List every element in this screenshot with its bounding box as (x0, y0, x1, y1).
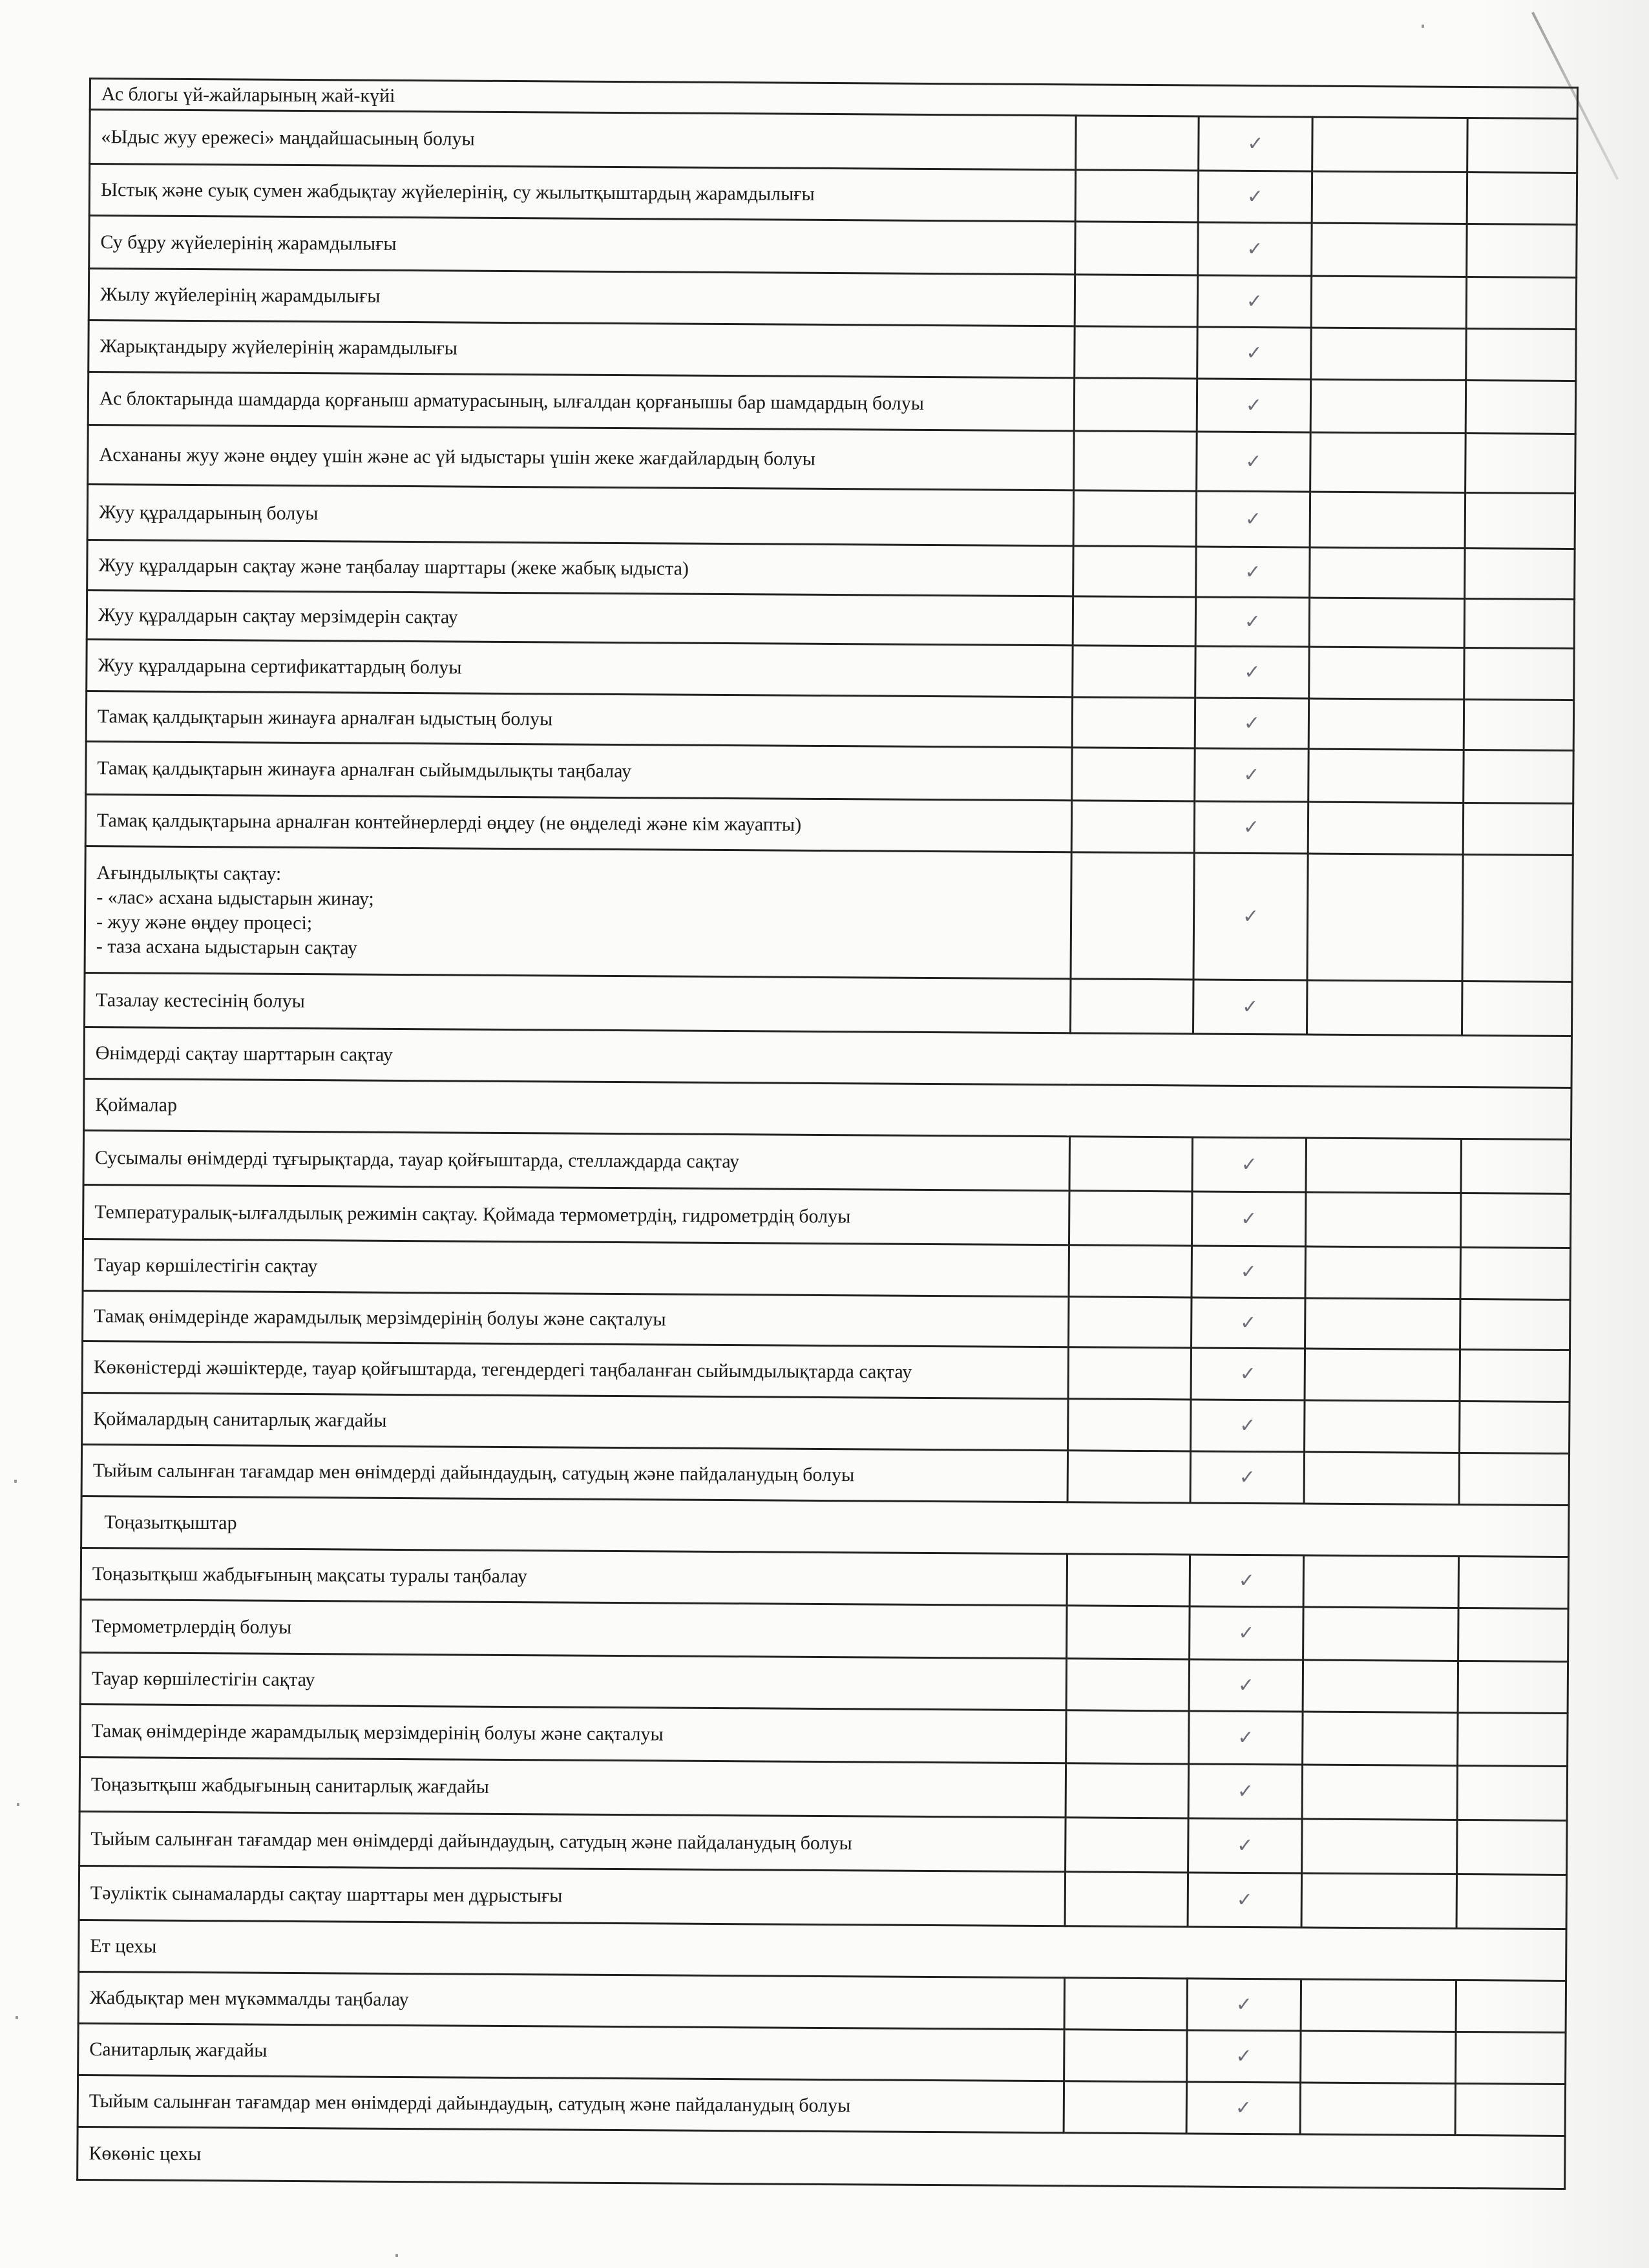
checkmark-cell (1190, 1555, 1303, 1607)
checklist-row (85, 972, 1573, 1036)
handwritten-checkmark-icon: ✓ (1246, 237, 1263, 260)
answer-cell-1 (1073, 646, 1195, 698)
handwritten-checkmark-icon: ✓ (1244, 610, 1261, 633)
answer-cell-4 (1456, 1980, 1566, 2032)
handwritten-checkmark-icon: ✓ (1236, 1888, 1253, 1911)
answer-cell-1 (1067, 1606, 1190, 1659)
criterion-label: Тазалау кестесінің болуы (85, 972, 1071, 1033)
handwritten-checkmark-icon: ✓ (1240, 1260, 1257, 1283)
answer-cell-1 (1073, 546, 1196, 597)
answer-cell-1 (1074, 431, 1197, 491)
answer-cell-1 (1076, 116, 1199, 171)
criterion-label: Көкөністерді жәшіктерде, тауар қойғыштарда, тегендердегі таңбаланған сыйымдылықтарда сақтау (82, 1341, 1068, 1398)
criterion-label: Жабдықтар мен мүкәммалды таңбалау (78, 1971, 1064, 2029)
checkmark-cell (1189, 1659, 1303, 1712)
criterion-label: Су бұру жүйелерінің жарамдылығы (89, 216, 1075, 275)
checkmark-cell (1188, 1873, 1302, 1927)
criterion-label: Ыстық және суық сумен жабдықтау жүйелерінің, су жылытқыштардың жарамдылығы (89, 164, 1075, 222)
answer-cell-4 (1465, 549, 1575, 600)
section-title: Көкөніс цехы (78, 2126, 1566, 2189)
checkmark-cell (1192, 1297, 1305, 1349)
checklist-row (79, 1757, 1568, 1820)
criterion-label: Тоңазытқыш жабдығының санитарлық жағдайы (79, 1757, 1066, 1817)
checklist-row (78, 1971, 1566, 2032)
checklist-row (81, 1599, 1569, 1661)
answer-cell-4 (1467, 173, 1577, 225)
checkmark-cell (1187, 2030, 1301, 2083)
handwritten-checkmark-icon: ✓ (1246, 185, 1264, 208)
criterion-label: Тамақ қалдықтарын жинауға арналған сыйымдылықты таңбалау (86, 741, 1072, 800)
answer-cell-3 (1310, 379, 1465, 433)
handwritten-checkmark-icon: ✓ (1244, 660, 1261, 684)
checklist-row (89, 269, 1577, 330)
answer-cell-4 (1466, 277, 1577, 330)
answer-cell-4 (1460, 1349, 1570, 1402)
checkmark-cell (1197, 432, 1311, 492)
answer-cell-1 (1075, 170, 1198, 222)
checklist-row (87, 484, 1575, 549)
answer-cell-4 (1462, 982, 1572, 1036)
criterion-label: Термометрлердің болуы (81, 1599, 1067, 1658)
criterion-label: Жуу құралдарын сақтау және таңбалау шарттары (жеке жабық ыдыста) (87, 540, 1073, 596)
handwritten-checkmark-icon: ✓ (1241, 1153, 1257, 1176)
checklist-row (83, 1184, 1571, 1248)
handwritten-checkmark-icon: ✓ (1239, 1362, 1256, 1385)
checkmark-cell (1195, 597, 1309, 647)
checklist-row (89, 320, 1577, 381)
answer-cell-3 (1307, 854, 1463, 981)
answer-cell-4 (1459, 1453, 1570, 1505)
criterion-label: Қоймалардың санитарлық жағдайы (82, 1392, 1068, 1450)
checkmark-cell (1195, 748, 1308, 802)
checkmark-cell (1198, 171, 1312, 223)
answer-cell-1 (1069, 1297, 1192, 1348)
answer-cell-3 (1311, 328, 1466, 380)
answer-cell-4 (1465, 493, 1575, 549)
scan-speck (1422, 25, 1424, 28)
handwritten-checkmark-icon: ✓ (1245, 507, 1262, 530)
answer-cell-4 (1467, 118, 1578, 173)
answer-cell-4 (1467, 224, 1577, 278)
answer-cell-4 (1461, 1139, 1571, 1194)
checkmark-cell (1197, 275, 1311, 328)
criterion-label: Тамақ қалдықтарын жинауға арналған ыдыстың болуы (86, 691, 1072, 747)
answer-cell-1 (1066, 1710, 1189, 1764)
checkmark-cell (1192, 1246, 1305, 1298)
checklist-row (86, 691, 1573, 750)
handwritten-checkmark-icon: ✓ (1237, 1780, 1254, 1803)
answer-cell-3 (1303, 1607, 1458, 1661)
checkmark-cell (1196, 547, 1310, 598)
answer-cell-4 (1462, 855, 1573, 982)
answer-cell-1 (1064, 2081, 1186, 2134)
section-header-row (84, 1027, 1572, 1087)
checkmark-cell (1187, 1979, 1301, 2031)
criterion-label: Тамақ өнімдерінде жарамдылық мерзімдерінің болуы және сақталуы (80, 1704, 1066, 1763)
checklist-row (79, 1811, 1568, 1874)
checklist-row (78, 2023, 1566, 2084)
answer-cell-3 (1302, 1765, 1458, 1820)
answer-cell-3 (1310, 492, 1465, 548)
checkmark-cell (1192, 1137, 1307, 1192)
section-title: Тоңазытқыштар (81, 1496, 1570, 1557)
answer-cell-1 (1069, 1137, 1193, 1192)
checkmark-cell (1198, 222, 1312, 276)
answer-cell-1 (1067, 1554, 1190, 1606)
answer-cell-3 (1305, 1192, 1461, 1247)
checklist-row (85, 794, 1573, 855)
answer-cell-3 (1305, 1400, 1460, 1453)
criterion-label: Санитарлық жағдайы (78, 2023, 1064, 2081)
answer-cell-4 (1456, 2032, 1566, 2084)
scan-speck (14, 1480, 17, 1483)
handwritten-checkmark-icon: ✓ (1243, 815, 1260, 839)
answer-cell-1 (1066, 1659, 1189, 1711)
checklist-row (79, 1865, 1567, 1929)
answer-cell-4 (1455, 2083, 1566, 2136)
checklist-row (87, 639, 1575, 700)
checkmark-cell (1190, 1606, 1303, 1660)
answer-cell-1 (1067, 1451, 1190, 1503)
checklist-row (89, 164, 1577, 225)
answer-cell-1 (1072, 748, 1195, 801)
checkmark-cell (1195, 646, 1309, 698)
handwritten-checkmark-icon: ✓ (1246, 341, 1263, 364)
answer-cell-3 (1301, 1873, 1457, 1928)
answer-cell-4 (1457, 1765, 1568, 1820)
answer-cell-3 (1303, 1555, 1458, 1608)
checklist-row (78, 2075, 1566, 2136)
handwritten-checkmark-icon: ✓ (1247, 132, 1264, 155)
answer-cell-1 (1066, 1818, 1189, 1873)
checkmark-cell (1195, 698, 1308, 749)
checkmark-cell (1189, 1711, 1303, 1765)
answer-cell-3 (1309, 647, 1464, 699)
criterion-label: Тамақ өнімдерінде жарамдылық мерзімдерінің болуы және сақталуы (83, 1290, 1069, 1347)
checkmark-cell (1199, 116, 1313, 171)
handwritten-checkmark-icon: ✓ (1238, 1621, 1255, 1644)
checklist-row (81, 1548, 1569, 1608)
answer-cell-1 (1073, 596, 1195, 646)
checklist-row (80, 1704, 1568, 1766)
checklist-body (78, 79, 1578, 2189)
checklist-row (88, 425, 1576, 493)
handwritten-checkmark-icon: ✓ (1242, 995, 1259, 1018)
answer-cell-4 (1464, 700, 1574, 751)
criterion-label: Ағындылықты сақтау: - «лас» асхана ыдыстарын жинау; - жуу және өңдеу процесі; - таза асхана ыдыстарын сақтау (85, 846, 1071, 978)
inspection-checklist-table (76, 78, 1579, 2190)
answer-cell-4 (1458, 1712, 1568, 1766)
answer-cell-4 (1464, 750, 1574, 804)
answer-cell-3 (1310, 432, 1466, 492)
criterion-label: Тыйым салынған тағамдар мен өнімдерді дайындаудың, сатудың және пайдаланудың болуы (79, 1811, 1066, 1871)
checkmark-cell (1186, 2082, 1300, 2134)
handwritten-checkmark-icon: ✓ (1237, 1674, 1255, 1697)
checklist-row (82, 1341, 1570, 1402)
handwritten-checkmark-icon: ✓ (1239, 1414, 1256, 1437)
checklist-row (81, 1444, 1570, 1505)
section-title: Өнімдерді сақтау шарттарын сақтау (84, 1027, 1572, 1087)
criterion-label: Тамақ қалдықтарына арналған контейнерлерді өңдеу (не өңделеді және кім жауапты) (85, 794, 1071, 852)
answer-cell-3 (1308, 802, 1463, 854)
checkmark-cell (1193, 980, 1307, 1034)
answer-cell-1 (1064, 2030, 1187, 2082)
answer-cell-3 (1308, 698, 1464, 750)
answer-cell-1 (1066, 1763, 1189, 1818)
section-header-row (79, 1920, 1567, 1980)
criterion-label: Жарықтандыру жүйелерінің жарамдылығы (89, 320, 1075, 378)
answer-cell-3 (1304, 1452, 1459, 1504)
checkmark-cell (1188, 1764, 1303, 1819)
answer-cell-1 (1071, 801, 1194, 853)
answer-cell-1 (1068, 1399, 1191, 1451)
scan-speck (17, 1803, 19, 1806)
answer-cell-4 (1458, 1556, 1569, 1608)
answer-cell-3 (1310, 547, 1465, 598)
answer-cell-3 (1312, 223, 1467, 277)
answer-cell-4 (1465, 434, 1576, 494)
checklist-row (87, 540, 1575, 599)
answer-cell-3 (1311, 276, 1466, 328)
answer-cell-4 (1458, 1608, 1569, 1661)
criterion-label: Тыйым салынған тағамдар мен өнімдерді дайындаудың, сатудың және пайдаланудың болуы (78, 2075, 1064, 2132)
checkmark-cell (1191, 1400, 1305, 1452)
answer-cell-3 (1308, 749, 1464, 803)
criterion-label: Тоңазытқыш жабдығының мақсаты туралы таңбалау (81, 1548, 1067, 1605)
criterion-label: Тауар көршілестігін сақтау (83, 1239, 1069, 1296)
answer-cell-4 (1460, 1193, 1571, 1248)
section-header-row (84, 1078, 1572, 1139)
criterion-label: «Ыдыс жуу ережесі» маңдайшасының болуы (90, 110, 1076, 170)
answer-cell-1 (1069, 1191, 1192, 1246)
handwritten-checkmark-icon: ✓ (1245, 450, 1262, 473)
section-title: Ет цехы (79, 1920, 1567, 1980)
answer-cell-1 (1074, 378, 1197, 432)
answer-cell-4 (1466, 329, 1577, 381)
answer-cell-3 (1307, 980, 1462, 1035)
handwritten-checkmark-icon: ✓ (1235, 1993, 1252, 2016)
criterion-label: Жуу құралдарының болуы (87, 484, 1073, 545)
answer-cell-1 (1065, 1872, 1188, 1927)
handwritten-checkmark-icon: ✓ (1242, 905, 1259, 928)
handwritten-checkmark-icon: ✓ (1237, 1726, 1254, 1749)
answer-cell-1 (1075, 326, 1197, 379)
handwritten-checkmark-icon: ✓ (1238, 1569, 1255, 1592)
answer-cell-1 (1075, 222, 1198, 275)
answer-cell-1 (1068, 1347, 1191, 1400)
answer-cell-3 (1302, 1819, 1458, 1874)
handwritten-checkmark-icon: ✓ (1245, 560, 1261, 583)
handwritten-checkmark-icon: ✓ (1240, 1311, 1257, 1334)
checkmark-cell (1190, 1451, 1304, 1504)
checkmark-cell (1193, 853, 1308, 980)
answer-cell-3 (1301, 1979, 1456, 2032)
answer-cell-3 (1303, 1712, 1458, 1765)
section-title: Қоймалар (84, 1078, 1572, 1139)
handwritten-checkmark-icon: ✓ (1235, 2044, 1252, 2068)
criterion-label: Асхананы жуу және өңдеу үшін және ас үй ыдыстары үшін жеке жағдайлардың болуы (88, 425, 1075, 490)
answer-cell-3 (1306, 1138, 1462, 1193)
answer-cell-4 (1464, 648, 1575, 700)
criterion-label: Жылу жүйелерінің жарамдылығы (89, 269, 1075, 326)
answer-cell-4 (1463, 803, 1573, 856)
answer-cell-3 (1305, 1298, 1460, 1349)
answer-cell-3 (1301, 2031, 1456, 2083)
criterion-label: Жуу құралдарына сертификаттардың болуы (87, 639, 1073, 697)
scan-speck (395, 2254, 398, 2257)
section-header-row (81, 1496, 1570, 1557)
checklist-row (86, 741, 1574, 803)
scan-speck (16, 2016, 18, 2019)
checklist-row (88, 372, 1576, 434)
checkmark-cell (1194, 801, 1308, 854)
checklist-row (83, 1130, 1571, 1193)
checkmark-cell (1197, 379, 1310, 432)
answer-cell-4 (1457, 1820, 1568, 1874)
criterion-label: Температуралық-ылғалдылық режимін сақтау. Қоймада термометрдің, гидрометрдің болуы (83, 1184, 1069, 1244)
handwritten-checkmark-icon: ✓ (1243, 763, 1260, 786)
answer-cell-4 (1456, 1874, 1567, 1929)
checkmark-cell (1196, 491, 1310, 547)
answer-cell-4 (1460, 1299, 1571, 1350)
handwritten-checkmark-icon: ✓ (1246, 289, 1263, 313)
checklist-row (80, 1652, 1568, 1713)
checklist-row (83, 1239, 1571, 1299)
answer-cell-1 (1070, 979, 1193, 1034)
criterion-label: Сусымалы өнімдерді тұғырықтарда, тауар қойғыштарда, стеллаждарда сақтау (83, 1130, 1069, 1190)
answer-cell-4 (1458, 1661, 1568, 1713)
section-header-row (78, 2126, 1566, 2189)
checklist-row (82, 1392, 1570, 1453)
handwritten-checkmark-icon: ✓ (1241, 1207, 1257, 1230)
checklist-row (90, 110, 1578, 173)
checkmark-cell (1191, 1348, 1305, 1400)
answer-cell-3 (1312, 171, 1467, 224)
criterion-label: Ас блоктарында шамдарда қорғаныш арматурасының, ылғалдан қорғанышы бар шамдардың болуы (88, 372, 1074, 431)
answer-cell-1 (1075, 275, 1197, 327)
checklist-row (85, 846, 1573, 982)
handwritten-checkmark-icon: ✓ (1235, 2096, 1252, 2119)
checklist-row (89, 216, 1577, 278)
checklist-row (83, 1290, 1570, 1350)
answer-cell-4 (1460, 1401, 1570, 1453)
checklist-row (87, 590, 1574, 648)
criterion-label: Жуу құралдарын сақтау мерзімдерін сақтау (87, 590, 1073, 645)
criterion-label: Тауар көршілестігін сақтау (80, 1652, 1066, 1710)
answer-cell-3 (1305, 1246, 1460, 1299)
handwritten-checkmark-icon: ✓ (1245, 394, 1263, 417)
answer-cell-1 (1073, 490, 1197, 547)
answer-cell-1 (1072, 697, 1195, 748)
checkmark-cell (1197, 327, 1311, 379)
answer-cell-3 (1312, 117, 1468, 172)
answer-cell-3 (1303, 1660, 1458, 1712)
answer-cell-4 (1460, 1247, 1571, 1299)
checkmark-cell (1188, 1818, 1303, 1873)
answer-cell-1 (1069, 1245, 1192, 1297)
answer-cell-1 (1064, 1978, 1187, 2030)
answer-cell-3 (1300, 2083, 1455, 2135)
handwritten-checkmark-icon: ✓ (1239, 1465, 1255, 1489)
criterion-label: Тәуліктік сынамаларды сақтау шарттары мен дұрыстығы (79, 1865, 1065, 1926)
answer-cell-4 (1464, 599, 1575, 649)
section-title: Ас блогы үй-жайларының жай-күйі (90, 79, 1577, 119)
answer-cell-4 (1465, 381, 1576, 434)
handwritten-checkmark-icon: ✓ (1237, 1834, 1254, 1857)
checkmark-cell (1192, 1192, 1306, 1246)
answer-cell-3 (1305, 1349, 1460, 1401)
handwritten-checkmark-icon: ✓ (1243, 711, 1261, 735)
answer-cell-1 (1071, 852, 1194, 980)
answer-cell-3 (1309, 598, 1464, 647)
criterion-label: Тыйым салынған тағамдар мен өнімдерді дайындаудың, сатудың және пайдаланудың болуы (81, 1444, 1067, 1502)
